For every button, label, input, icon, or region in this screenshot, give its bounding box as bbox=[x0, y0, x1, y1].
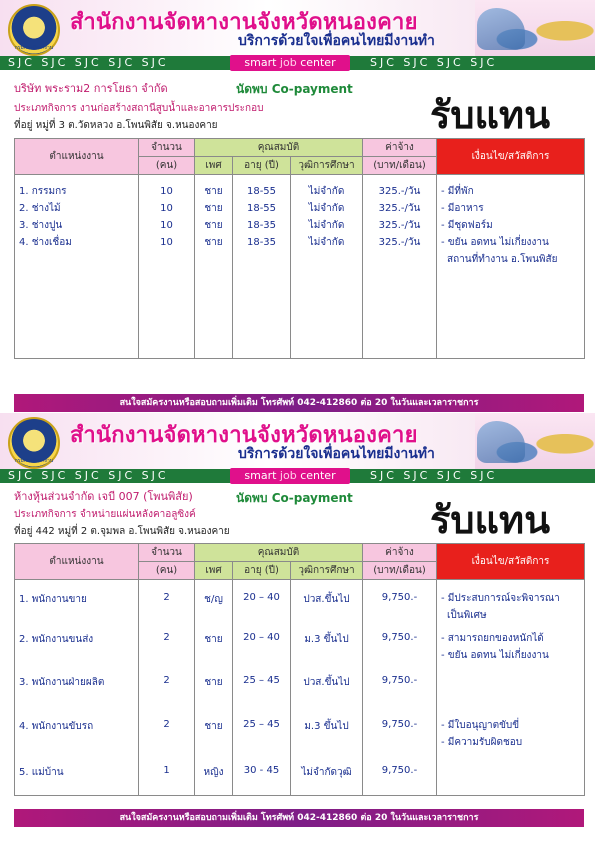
copayment-label: นัดพบ Co-payment bbox=[236, 491, 353, 505]
sex-cell bbox=[195, 175, 233, 271]
sex-cell: ชาย bbox=[195, 709, 233, 755]
wage-text: 325.-/วัน bbox=[378, 186, 421, 197]
benefit-text: - มีความรับผิดชอบ bbox=[441, 737, 523, 748]
benefit-text: - มีอาหาร bbox=[441, 203, 484, 214]
table-row bbox=[15, 709, 585, 755]
business-type: ประเภทกิจการ จำหน่ายแผ่นหลังคาอลูซิงค์ bbox=[14, 509, 196, 520]
count-cell: 1 bbox=[139, 755, 195, 795]
office-title: สำนักงานจัดหางานจังหวัดหนองคาย bbox=[70, 423, 418, 448]
col-sex: เพศ bbox=[195, 157, 233, 175]
table-row bbox=[15, 580, 585, 627]
benefit-text: - มีชุดฟอร์ม bbox=[441, 220, 493, 231]
col-sex: เพศ bbox=[195, 562, 233, 580]
age-cell: 20 – 40 bbox=[233, 580, 291, 627]
col-qualifications: คุณสมบัติ bbox=[195, 139, 363, 157]
smart-label: smart bbox=[244, 56, 277, 69]
benefit-text: เป็นพิเศษ bbox=[447, 610, 487, 621]
count-cell: 2 bbox=[139, 580, 195, 627]
count-cell: 2 bbox=[139, 709, 195, 755]
business-type: ประเภทกิจการ งานก่อสร้างสถานีสูบน้ำและอาคารประกอบ bbox=[14, 103, 264, 114]
count-cell bbox=[139, 175, 195, 271]
table-row bbox=[15, 669, 585, 709]
wage-cell: 9,750.- bbox=[363, 755, 437, 795]
company-address: ที่อยู่ 442 หมู่ที่ 2 ต.จุมพล อ.โพนพิสัย จ.หนองคาย bbox=[14, 526, 230, 537]
sex-text: ชาย bbox=[204, 237, 223, 248]
col-education: วุฒิการศึกษา bbox=[291, 157, 363, 175]
sex-cell: ชาย bbox=[195, 669, 233, 709]
col-wage: ค่าจ้าง bbox=[363, 544, 437, 562]
education-cell bbox=[291, 175, 363, 271]
office-title: สำนักงานจัดหางานจังหวัดหนองคาย bbox=[70, 10, 418, 35]
count-text: 10 bbox=[160, 203, 173, 214]
benefit-text: - สามารถยกของหนักได้ bbox=[441, 633, 544, 644]
position-text: 1. กรรมกร bbox=[19, 186, 67, 197]
company-name: ห้างหุ้นส่วนจำกัด เจบี 007 (โพนพิสัย) bbox=[14, 490, 193, 503]
wage-cell: 9,750.- bbox=[363, 709, 437, 755]
wage-text: 325.-/วัน bbox=[378, 220, 421, 231]
job-label: job bbox=[279, 469, 297, 482]
benefit-text: - มีประสบการณ์จะพิจารณา bbox=[441, 593, 560, 604]
wage-cell: 9,750.- bbox=[363, 626, 437, 669]
col-qualifications: คุณสมบัติ bbox=[195, 544, 363, 562]
col-education: วุฒิการศึกษา bbox=[291, 562, 363, 580]
age-text: 18-35 bbox=[246, 237, 277, 248]
sex-cell: ช/ญ bbox=[195, 580, 233, 627]
education-cell: ปวส.ขึ้นไป bbox=[291, 580, 363, 627]
wage-text: 325.-/วัน bbox=[378, 203, 421, 214]
office-slogan: บริการด้วยใจเพื่อคนไทยมีงานทำ bbox=[238, 33, 435, 49]
col-count: จำนวน bbox=[139, 139, 195, 157]
seal-caption: กรมการจัดหางาน bbox=[14, 458, 54, 464]
col-age: อายุ (ปี) bbox=[233, 562, 291, 580]
wage-cell: 9,750.- bbox=[363, 580, 437, 627]
table-spacer-row bbox=[15, 270, 585, 358]
sjc-right: SJC SJC SJC SJC bbox=[370, 469, 498, 482]
position-cell: 3. พนักงานฝ่ายผลิต bbox=[15, 669, 139, 709]
col-count-unit: (คน) bbox=[139, 562, 195, 580]
count-text: 10 bbox=[160, 220, 173, 231]
sex-text: ชาย bbox=[204, 220, 223, 231]
position-cell: 5. แม่บ้าน bbox=[15, 755, 139, 795]
contact-footer: สนใจสมัครงานหรือสอบถามเพิ่มเติม โทรศัพท์ 042-412860 ต่อ 20 ในวันและเวลาราชการ bbox=[14, 809, 584, 827]
job-label: job bbox=[279, 56, 297, 69]
company-name: บริษัท พระราม2 การโยธา จำกัด bbox=[14, 82, 168, 95]
center-label: center bbox=[300, 469, 336, 482]
table-row bbox=[15, 755, 585, 795]
center-label: center bbox=[300, 56, 336, 69]
education-text: ไม่จำกัด bbox=[308, 237, 345, 248]
office-banner bbox=[0, 0, 595, 56]
hiring-heading: รับแทน bbox=[430, 93, 551, 137]
age-cell: 20 – 40 bbox=[233, 626, 291, 669]
smart-label: smart bbox=[244, 469, 277, 482]
benefit-text: - ขยัน อดทน ไม่เกี่ยงงาน bbox=[441, 650, 549, 661]
position-cell bbox=[15, 175, 139, 271]
position-cell: 4. พนักงานขับรถ bbox=[15, 709, 139, 755]
position-cell: 2. พนักงานขนส่ง bbox=[15, 626, 139, 669]
benefits-cell bbox=[437, 626, 585, 669]
job-table bbox=[14, 138, 585, 359]
education-cell: ปวส.ขึ้นไป bbox=[291, 669, 363, 709]
age-cell: 30 - 45 bbox=[233, 755, 291, 795]
age-cell: 25 – 45 bbox=[233, 669, 291, 709]
table-row bbox=[15, 175, 585, 271]
wage-cell: 9,750.- bbox=[363, 669, 437, 709]
wage-cell bbox=[363, 175, 437, 271]
position-cell: 1. พนักงานขาย bbox=[15, 580, 139, 627]
age-text: 18-55 bbox=[246, 203, 277, 214]
job-poster-1 bbox=[0, 0, 595, 412]
col-wage: ค่าจ้าง bbox=[363, 139, 437, 157]
col-age: อายุ (ปี) bbox=[233, 157, 291, 175]
position-text: 2. ช่างไม้ bbox=[19, 203, 61, 214]
sjc-left: SJC SJC SJC SJC SJC bbox=[8, 469, 169, 482]
sex-cell: หญิง bbox=[195, 755, 233, 795]
smart-job-center-badge bbox=[230, 468, 350, 484]
position-text: 3. ช่างปูน bbox=[19, 220, 63, 231]
education-text: ไม่จำกัด bbox=[308, 220, 345, 231]
sex-cell: ชาย bbox=[195, 626, 233, 669]
office-banner bbox=[0, 413, 595, 469]
count-text: 10 bbox=[160, 186, 173, 197]
col-position: ตำแหน่งงาน bbox=[15, 544, 139, 580]
table-row bbox=[15, 626, 585, 669]
benefit-text: สถานที่ทำงาน อ.โพนพิสัย bbox=[447, 254, 558, 265]
col-benefits: เงื่อนไข/สวัสดิการ bbox=[437, 544, 585, 580]
benefits-cell bbox=[437, 755, 585, 795]
office-slogan: บริการด้วยใจเพื่อคนไทยมีงานทำ bbox=[238, 446, 435, 462]
wage-text: 325.-/วัน bbox=[378, 237, 421, 248]
age-text: 18-55 bbox=[246, 186, 277, 197]
sex-text: ชาย bbox=[204, 186, 223, 197]
sex-text: ชาย bbox=[204, 203, 223, 214]
col-wage-unit: (บาท/เดือน) bbox=[363, 562, 437, 580]
education-cell: ไม่จำกัดวุฒิ bbox=[291, 755, 363, 795]
sjc-left: SJC SJC SJC SJC SJC bbox=[8, 56, 169, 69]
contact-footer: สนใจสมัครงานหรือสอบถามเพิ่มเติม โทรศัพท์ 042-412860 ต่อ 20 ในวันและเวลาราชการ bbox=[14, 394, 584, 412]
education-text: ไม่จำกัด bbox=[308, 186, 345, 197]
col-count: จำนวน bbox=[139, 544, 195, 562]
benefits-cell bbox=[437, 709, 585, 755]
benefit-text: - ขยัน อดทน ไม่เกี่ยงงาน bbox=[441, 237, 549, 248]
count-cell: 2 bbox=[139, 669, 195, 709]
col-wage-unit: (บาท/เดือน) bbox=[363, 157, 437, 175]
age-cell: 25 – 45 bbox=[233, 709, 291, 755]
benefits-cell bbox=[437, 669, 585, 709]
col-position: ตำแหน่งงาน bbox=[15, 139, 139, 175]
education-text: ไม่จำกัด bbox=[308, 203, 345, 214]
benefits-cell bbox=[437, 580, 585, 627]
job-poster-2 bbox=[0, 393, 595, 830]
age-text: 18-35 bbox=[246, 220, 277, 231]
smart-job-center-badge bbox=[230, 55, 350, 71]
age-cell bbox=[233, 175, 291, 271]
benefits-cell bbox=[437, 175, 585, 271]
benefit-text: - มีใบอนุญาตขับขี่ bbox=[441, 720, 520, 731]
job-table bbox=[14, 543, 585, 796]
benefit-text: - มีที่พัก bbox=[441, 186, 474, 197]
company-address: ที่อยู่ หมู่ที่ 3 ต.วัดหลวง อ.โพนพิสัย จ.หนองคาย bbox=[14, 120, 218, 131]
count-cell: 2 bbox=[139, 626, 195, 669]
hiring-heading: รับแทน bbox=[430, 498, 551, 542]
position-text: 4. ช่างเชื่อม bbox=[19, 237, 72, 248]
col-count-unit: (คน) bbox=[139, 157, 195, 175]
seal-caption: กรมการจัดหางาน bbox=[14, 45, 54, 51]
copayment-label: นัดพบ Co-payment bbox=[236, 82, 353, 96]
count-text: 10 bbox=[160, 237, 173, 248]
education-cell: ม.3 ขึ้นไป bbox=[291, 709, 363, 755]
col-benefits: เงื่อนไข/สวัสดิการ bbox=[437, 139, 585, 175]
education-cell: ม.3 ขึ้นไป bbox=[291, 626, 363, 669]
sjc-right: SJC SJC SJC SJC bbox=[370, 56, 498, 69]
